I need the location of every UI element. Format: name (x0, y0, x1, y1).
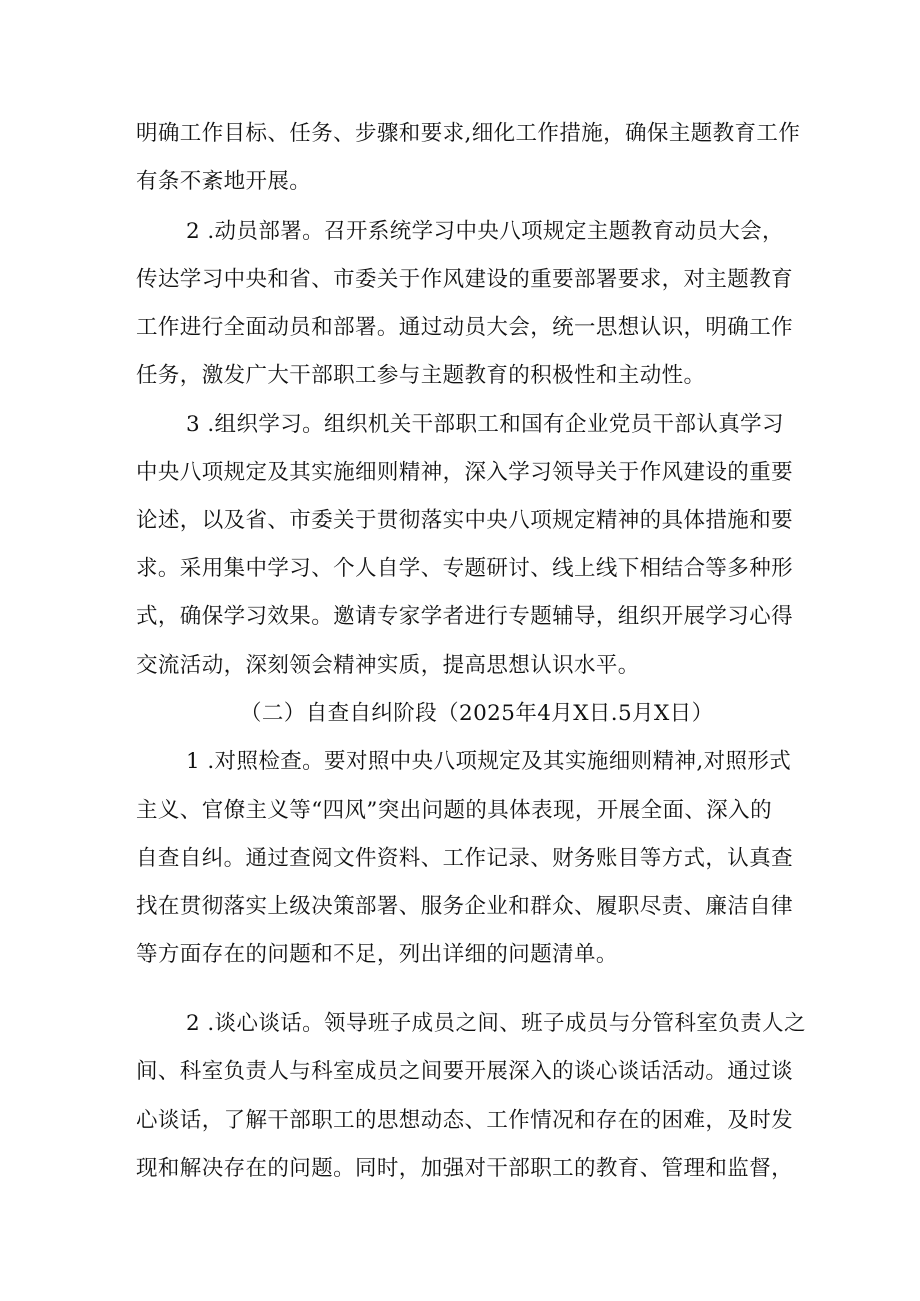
paragraph-first-line: 2 .谈心谈话。领导班子成员之间、班子成员与分管科室负责人之 (186, 1011, 806, 1036)
paragraph-first-line: 2 .动员部署。召开系统学习中央八项规定主题教育动员大会， (186, 219, 784, 244)
text-line: 心谈话，了解干部职工的思想动态、工作情况和存在的困难，及时发 (136, 1108, 794, 1133)
text-line: 中央八项规定及其实施细则精神，深入学习领导关于作风建设的重要 (136, 460, 794, 485)
text-line: 有条不紊地开展。 (136, 169, 312, 194)
text-line: 自查自纠。通过查阅文件资料、工作记录、财务账目等方式，认真查 (136, 846, 794, 871)
text-line: 等方面存在的问题和不足，列出详细的问题清单。 (136, 942, 618, 967)
text-line: 现和解决存在的问题。同时，加强对干部职工的教育、管理和监督， (136, 1156, 794, 1181)
text-line: 找在贯彻落实上级决策部署、服务企业和群众、履职尽责、廉洁自律 (136, 894, 794, 919)
text-line: 明确工作目标、任务、步骤和要求,细化工作措施，确保主题教育工作 (136, 121, 801, 146)
text-line: 论述，以及省、市委关于贯彻落实中央八项规定精神的具体措施和要 (136, 508, 794, 533)
text-line: 求。采用集中学习、个人自学、专题研讨、线上线下相结合等多种形 (136, 556, 794, 581)
paragraph-first-line: 1 .对照检查。要对照中央八项规定及其实施细则精神,对照形式 (186, 749, 792, 774)
text-line: 间、科室负责人与科室成员之间要开展深入的谈心谈话活动。通过谈 (136, 1059, 794, 1084)
text-line: 交流活动，深刻领会精神实质，提高思想认识水平。 (136, 653, 640, 678)
text-line: 传达学习中央和省、市委关于作风建设的重要部署要求，对主题教育 (136, 267, 794, 292)
section-heading: （二）自查自纠阶段（2025年4月X日.5月X日） (240, 701, 714, 726)
text-line: 工作进行全面动员和部署。通过动员大会，统一思想认识，明确工作 (136, 315, 794, 340)
text-line: 式，确保学习效果。邀请专家学者进行专题辅导，组织开展学习心得 (136, 604, 794, 629)
text-line: 主义、官僚主义等“四风”突出问题的具体表现，开展全面、深入的 (136, 798, 772, 823)
paragraph-first-line: 3 .组织学习。组织机关干部职工和国有企业党员干部认真学习 (186, 412, 784, 437)
text-line: 任务，激发广大干部职工参与主题教育的积极性和主动性。 (136, 363, 706, 388)
